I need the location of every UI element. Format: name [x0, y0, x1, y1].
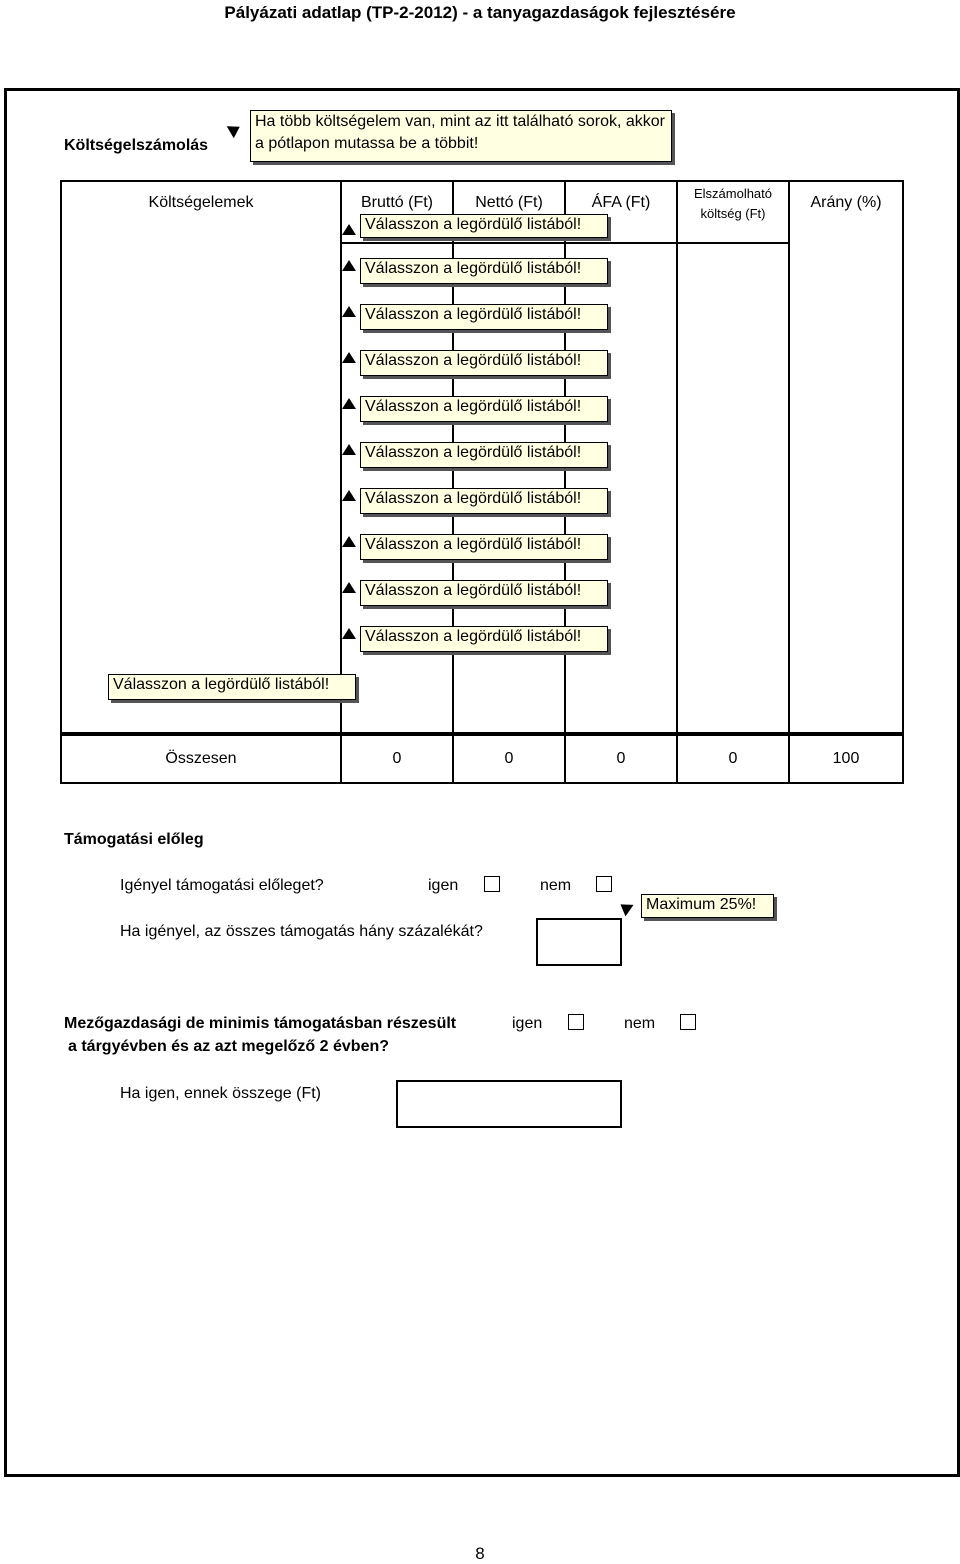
- dropdown-hint-note[interactable]: Válasszon a legördülő listából!: [360, 304, 608, 330]
- advance-yes-label: igen: [428, 877, 459, 894]
- total-label: Összesen: [61, 735, 341, 783]
- col-header-arany: Arány (%): [789, 181, 903, 243]
- deminimis-yes-checkbox[interactable]: [568, 1014, 584, 1030]
- total-table: [60, 734, 904, 784]
- col-header-elszamolhato-line1: Elszámolható: [693, 186, 773, 201]
- deminimis-no-label: nem: [624, 1015, 656, 1032]
- dropdown-arrow-icon: [342, 536, 356, 547]
- advance-percent-question: Ha igényel, az összes támogatás hány százalékát?: [120, 923, 483, 940]
- dropdown-hint-note[interactable]: Válasszon a legördülő listából!: [360, 626, 608, 652]
- col-header-afa: ÁFA (Ft): [565, 181, 677, 243]
- total-afa: 0: [565, 735, 677, 783]
- advance-question: Igényel támogatási előleget?: [120, 877, 324, 894]
- dropdown-hint-note[interactable]: Válasszon a legördülő listából!: [360, 488, 608, 514]
- dropdown-arrow-icon: [342, 260, 356, 271]
- dropdown-arrow-icon: [342, 306, 356, 317]
- advance-no-label: nem: [540, 877, 572, 894]
- dropdown-hint-note[interactable]: Válasszon a legördülő listából!: [360, 580, 608, 606]
- advance-percent-input[interactable]: [536, 918, 622, 966]
- dropdown-hint-note[interactable]: Válasszon a legördülő listából!: [360, 396, 608, 422]
- dropdown-arrow-icon: [342, 582, 356, 593]
- total-row: [61, 735, 903, 783]
- total-arany: 100: [789, 735, 903, 783]
- dropdown-arrow-icon: [342, 224, 356, 235]
- max-note: Maximum 25%!: [641, 894, 774, 918]
- dropdown-arrow-icon: [342, 398, 356, 409]
- col-header-brutto: Bruttó (Ft): [341, 181, 453, 243]
- total-elszamolhato: 0: [677, 735, 789, 783]
- dropdown-arrow-icon: [342, 490, 356, 501]
- col-header-elszamolhato-line2: költség (Ft): [700, 206, 766, 221]
- col-header-elem: Költségelemek: [61, 181, 341, 243]
- advance-no-checkbox[interactable]: [596, 876, 612, 892]
- total-netto: 0: [453, 735, 565, 783]
- dropdown-hint-note[interactable]: Válasszon a legördülő listából!: [360, 214, 608, 238]
- dropdown-hint-note[interactable]: Válasszon a legördülő listából!: [108, 674, 356, 700]
- dropdown-hint-note[interactable]: Válasszon a legördülő listából!: [360, 442, 608, 468]
- total-brutto: 0: [341, 735, 453, 783]
- page-title: Pályázati adatlap (TP-2-2012) - a tanyagazdaságok fejlesztésére: [224, 3, 736, 22]
- deminimis-amount-label: Ha igen, ennek összege (Ft): [120, 1085, 321, 1102]
- deminimis-title-line1: Mezőgazdasági de minimis támogatásban részesült: [64, 1015, 457, 1032]
- cost-note: Ha több költségelem van, mint az itt található sorok, akkor a pótlapon mutassa be a többit!: [250, 110, 672, 162]
- dropdown-hint-note[interactable]: Válasszon a legördülő listából!: [360, 258, 608, 284]
- advance-title: Támogatási előleg: [64, 831, 204, 848]
- page-number: 8: [475, 1544, 485, 1563]
- deminimis-amount-input[interactable]: [396, 1080, 622, 1128]
- dropdown-hint-note[interactable]: Válasszon a legördülő listából!: [360, 534, 608, 560]
- deminimis-no-checkbox[interactable]: [680, 1014, 696, 1030]
- advance-yes-checkbox[interactable]: [484, 876, 500, 892]
- deminimis-title-line2: a tárgyévben és az azt megelőző 2 évben?: [68, 1038, 390, 1055]
- dropdown-arrow-icon: [342, 628, 356, 639]
- dropdown-arrow-icon: [342, 352, 356, 363]
- col-header-elszamolhato: [677, 181, 789, 243]
- dropdown-hint-note[interactable]: Válasszon a legördülő listából!: [360, 350, 608, 376]
- cost-section-label: Költségelszámolás: [64, 137, 209, 154]
- dropdown-arrow-icon: [342, 444, 356, 455]
- deminimis-yes-label: igen: [512, 1015, 543, 1032]
- col-header-netto: Nettó (Ft): [453, 181, 565, 243]
